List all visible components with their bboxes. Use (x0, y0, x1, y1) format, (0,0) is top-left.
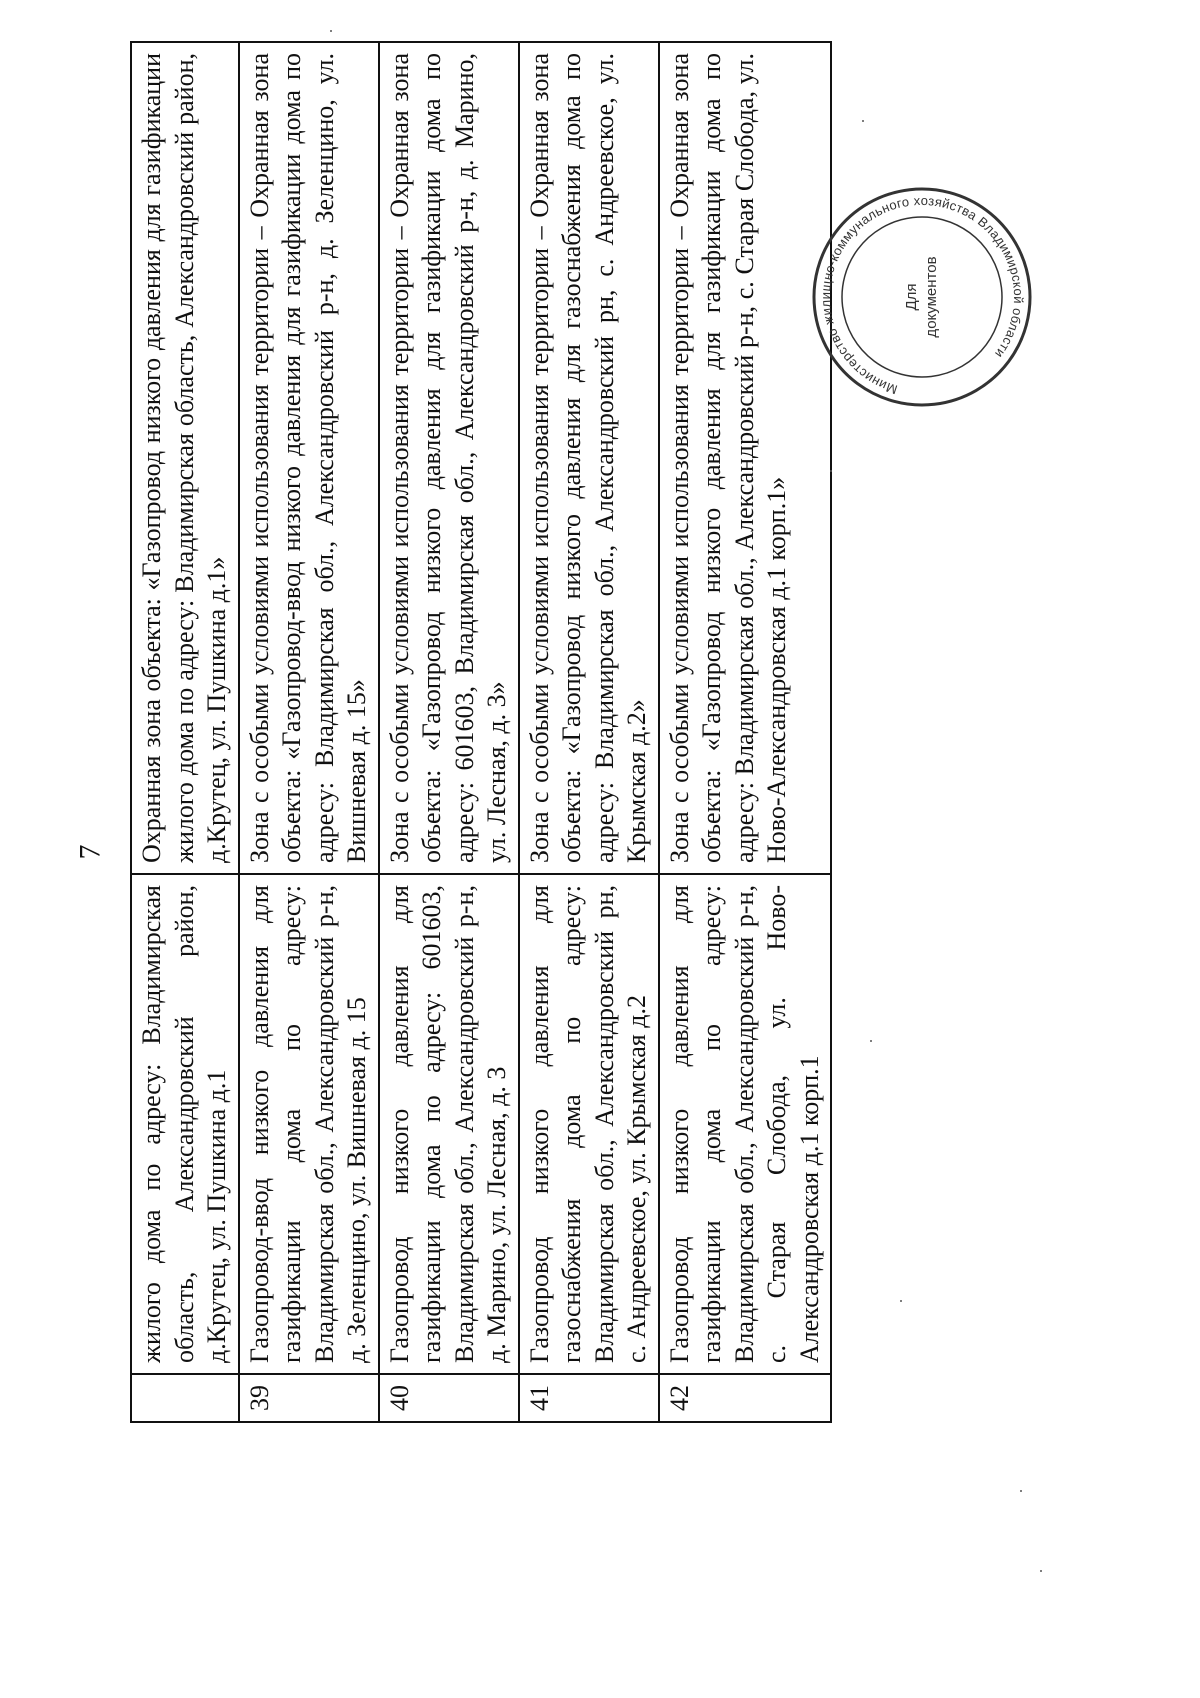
scan-speck (900, 1300, 902, 1302)
register-table-rotated (130, 43, 824, 1423)
object-description: Газопровод низкого давления для газификации дома по адресу: Владимирская обл., Александровский р-н, с. Старая Слобода, ул. Ново-Александровская д.1 корп.1 (659, 874, 832, 1374)
zone-description: Зона с особыми условиями использования территории – Охранная зона объекта: «Газопровод низкого давления для газоснабжения дома по адресу: Владимирская обл., Александровский рн, с. Андреевское, ул. Крымская д.2» (519, 42, 659, 874)
ministry-stamp (808, 183, 1036, 411)
zone-description: Охранная зона объекта: «Газопровод низкого давления для газификации жилого дома по адресу: Владимирская область, Александровский район, д.Крутец, ул. Пушкина д.1» (131, 42, 239, 874)
scan-speck (330, 30, 332, 32)
zone-description: Зона с особыми условиями использования территории – Охранная зона объекта: «Газопровод-ввод низкого давления для газификации дома по адресу: Владимирская обл., Александровский р-н, д. Зеленцино, ул. Вишневая д. 15» (239, 42, 379, 874)
row-number: 40 (379, 1374, 519, 1422)
object-description: Газопровод низкого давления для газификации дома по адресу: 601603, Владимирская обл., Александровский р-н, д. Марино, ул. Лесная, д. 3 (379, 874, 519, 1374)
table-row (239, 42, 379, 1422)
register-table (130, 41, 832, 1423)
stamp-center-line-1: Для (903, 283, 920, 311)
row-number (131, 1374, 239, 1422)
scan-speck (1020, 1490, 1022, 1492)
object-description: жилого дома по адресу: Владимирская область, Александровский район, д.Крутец, ул. Пушкина д.1 (131, 874, 239, 1374)
row-number: 42 (659, 1374, 832, 1422)
row-number: 41 (519, 1374, 659, 1422)
object-description: Газопровод низкого давления для газоснабжения дома по адресу: Владимирская обл., Александровский рн, с. Андреевское, ул. Крымская д.2 (519, 874, 659, 1374)
page-number: 7 (73, 844, 107, 860)
table-row (131, 42, 239, 1422)
table-row (379, 42, 519, 1422)
scan-speck (830, 470, 832, 472)
scan-speck (862, 120, 864, 122)
table-row (659, 42, 832, 1422)
zone-description: Зона с особыми условиями использования территории – Охранная зона объекта: «Газопровод низкого давления для газификации дома по адресу: Владимирская обл., Александровский р-н, с. Старая Слобода, ул. Ново-Александровская д.1 корп.1» (659, 42, 832, 874)
stamp-center-line-2: документов (923, 256, 940, 338)
row-number: 39 (239, 1374, 379, 1422)
scan-speck (1040, 1570, 1042, 1572)
register-table-wrapper (130, 43, 824, 1423)
object-description: Газопровод-ввод низкого давления для газификации дома по адресу: Владимирская обл., Александровский р-н, д. Зеленцино, ул. Вишневая д. 15 (239, 874, 379, 1374)
stamp-ring-text: Министерство жилищно-коммунального хозяйства Владимирской области (817, 192, 1027, 398)
scan-speck (870, 1040, 872, 1042)
table-row (519, 42, 659, 1422)
zone-description: Зона с особыми условиями использования территории – Охранная зона объекта: «Газопровод низкого давления для газификации дома по адресу: 601603, Владимирская обл., Александровский р-н, д. Марино, ул. Лесная, д. 3» (379, 42, 519, 874)
